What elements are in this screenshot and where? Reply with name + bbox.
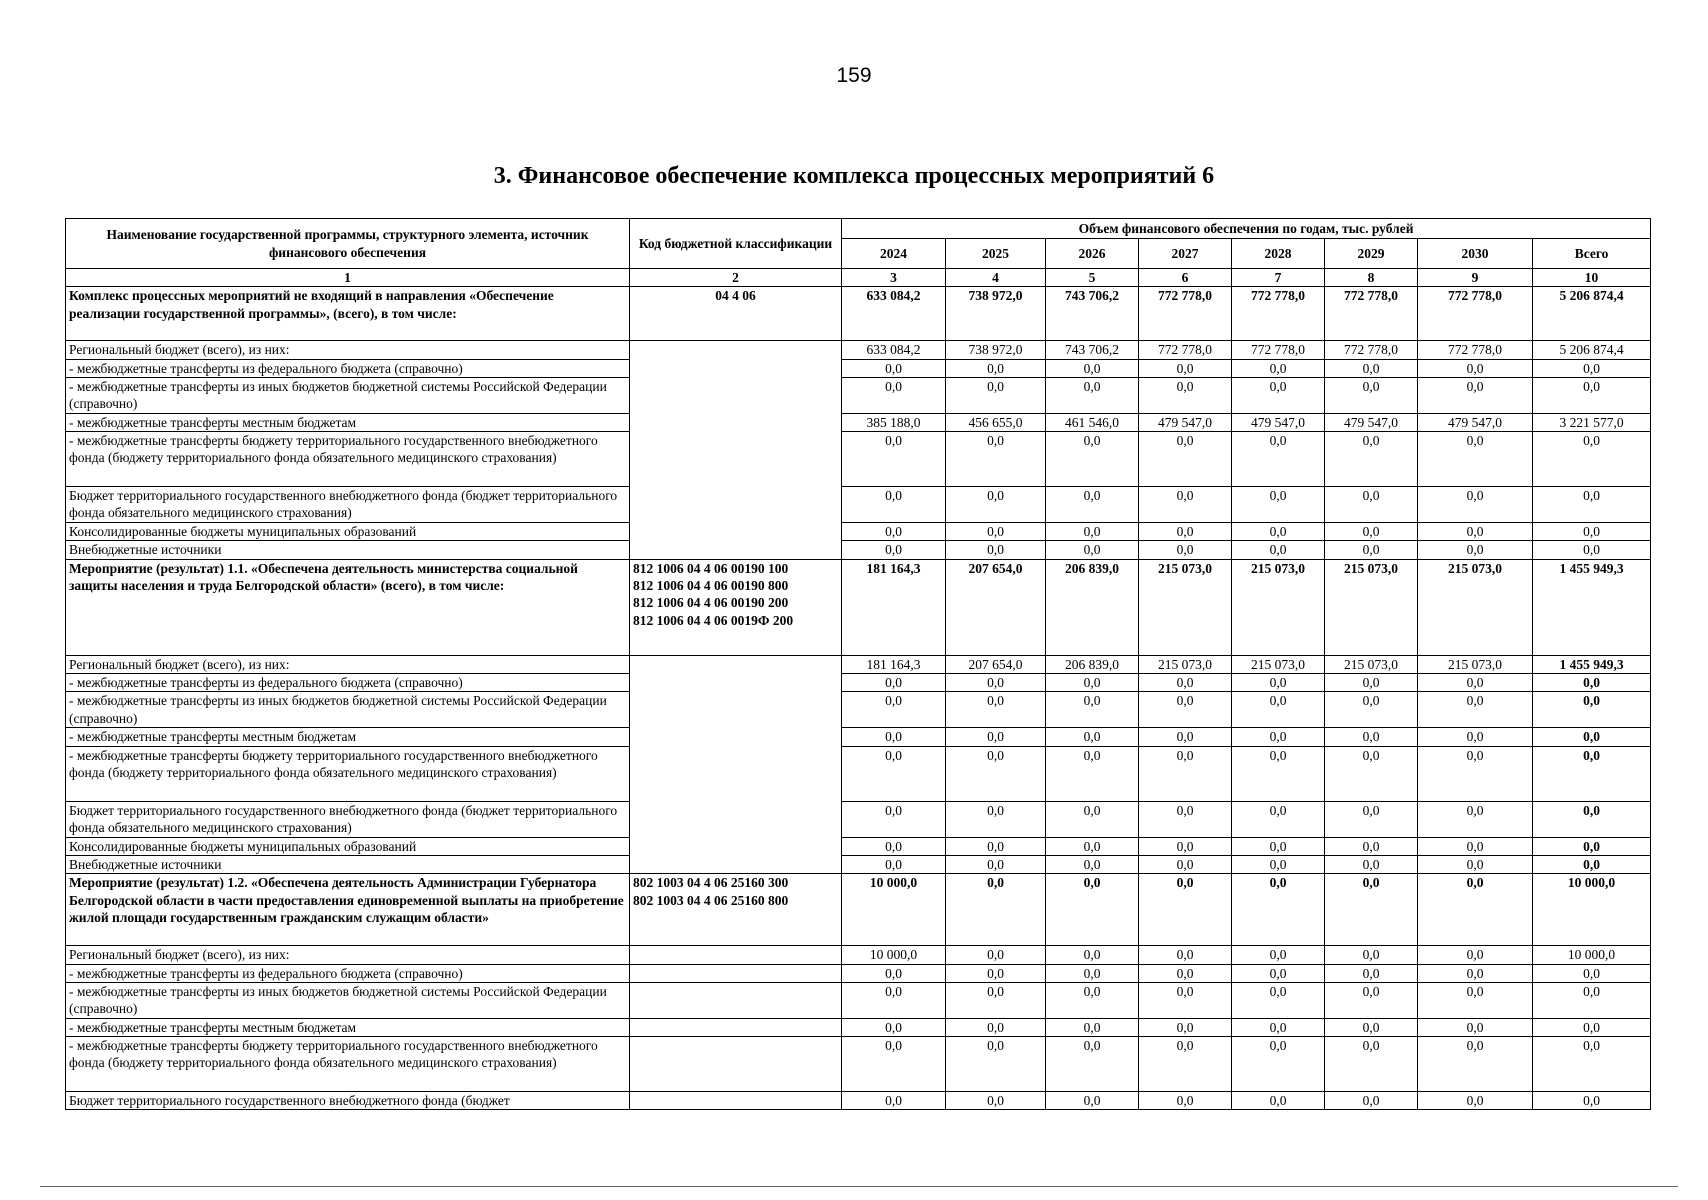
- year-value-cell: 10 000,0: [842, 874, 946, 946]
- table-row: [66, 874, 1651, 946]
- year-value-cell: 0,0: [1232, 523, 1325, 541]
- table-row: [66, 855, 1651, 873]
- row-name-cell: Бюджет территориального государственного внебюджетного фонда (бюджет: [66, 1092, 630, 1110]
- year-value-cell: 0,0: [1325, 837, 1418, 855]
- table-row: [66, 1018, 1651, 1036]
- year-value-cell: 0,0: [842, 487, 946, 523]
- year-value-cell: 0,0: [1325, 1037, 1418, 1092]
- year-value-cell: 0,0: [1325, 746, 1418, 801]
- year-value-cell: 633 084,2: [842, 287, 946, 341]
- total-value-cell: 0,0: [1533, 692, 1651, 728]
- header-year: 2026: [1046, 239, 1139, 269]
- year-value-cell: 207 654,0: [946, 655, 1046, 673]
- year-value-cell: 479 547,0: [1139, 413, 1232, 431]
- year-value-cell: 0,0: [1325, 692, 1418, 728]
- row-name-cell: Внебюджетные источники: [66, 855, 630, 873]
- total-value-cell: 0,0: [1533, 377, 1651, 413]
- total-value-cell: 0,0: [1533, 541, 1651, 559]
- year-value-cell: 0,0: [1139, 964, 1232, 982]
- year-value-cell: 0,0: [946, 855, 1046, 873]
- table-row: [66, 837, 1651, 855]
- year-value-cell: 0,0: [1418, 692, 1533, 728]
- year-value-cell: 0,0: [1418, 541, 1533, 559]
- year-value-cell: 0,0: [1139, 377, 1232, 413]
- row-name-cell: Региональный бюджет (всего), из них:: [66, 655, 630, 673]
- total-value-cell: 5 206 874,4: [1533, 287, 1651, 341]
- year-value-cell: 0,0: [1418, 487, 1533, 523]
- year-value-cell: 0,0: [1046, 541, 1139, 559]
- year-value-cell: 0,0: [1139, 487, 1232, 523]
- year-value-cell: 0,0: [1418, 982, 1533, 1018]
- year-value-cell: 0,0: [946, 523, 1046, 541]
- total-value-cell: 1 455 949,3: [1533, 655, 1651, 673]
- year-value-cell: 0,0: [946, 946, 1046, 964]
- year-value-cell: 0,0: [1046, 377, 1139, 413]
- table-row: [66, 413, 1651, 431]
- budget-code-cell: 812 1006 04 4 06 00190 100 812 1006 04 4 06 00190 800 812 1006 04 4 06 00190 200 812 1006 04 4 06 0019Ф 200: [630, 559, 842, 655]
- year-value-cell: 181 164,3: [842, 559, 946, 655]
- total-value-cell: 5 206 874,4: [1533, 341, 1651, 359]
- year-value-cell: 0,0: [1046, 692, 1139, 728]
- year-value-cell: 0,0: [842, 855, 946, 873]
- year-value-cell: 0,0: [1139, 674, 1232, 692]
- row-name-cell: Региональный бюджет (всего), из них:: [66, 946, 630, 964]
- year-value-cell: 0,0: [1418, 946, 1533, 964]
- year-value-cell: 0,0: [1046, 1018, 1139, 1036]
- total-value-cell: 10 000,0: [1533, 946, 1651, 964]
- year-value-cell: 385 188,0: [842, 413, 946, 431]
- year-value-cell: 0,0: [842, 1037, 946, 1092]
- table-row: [66, 655, 1651, 673]
- total-value-cell: 0,0: [1533, 432, 1651, 487]
- total-value-cell: 0,0: [1533, 746, 1651, 801]
- year-value-cell: 0,0: [1046, 982, 1139, 1018]
- table-row: [66, 1037, 1651, 1092]
- row-name-cell: - межбюджетные трансферты из федерального бюджета (справочно): [66, 964, 630, 982]
- year-value-cell: 0,0: [946, 674, 1046, 692]
- row-name-cell: - межбюджетные трансферты бюджету территориального государственного внебюджетного фонда (бюджету территориального фонда обязательного медицинского страхования): [66, 746, 630, 801]
- year-value-cell: 215 073,0: [1325, 655, 1418, 673]
- budget-code-cell: 802 1003 04 4 06 25160 300 802 1003 04 4 06 25160 800: [630, 874, 842, 946]
- year-value-cell: 0,0: [1046, 674, 1139, 692]
- year-value-cell: 0,0: [1139, 359, 1232, 377]
- table-row: [66, 728, 1651, 746]
- year-value-cell: 0,0: [1232, 1018, 1325, 1036]
- row-name-cell: - межбюджетные трансферты местным бюджетам: [66, 1018, 630, 1036]
- year-value-cell: 0,0: [1418, 746, 1533, 801]
- year-value-cell: 206 839,0: [1046, 559, 1139, 655]
- header-year: 2024: [842, 239, 946, 269]
- year-value-cell: 0,0: [1139, 728, 1232, 746]
- year-value-cell: 0,0: [842, 541, 946, 559]
- column-number: 2: [630, 269, 842, 287]
- year-value-cell: 0,0: [1418, 1037, 1533, 1092]
- year-value-cell: 0,0: [1325, 487, 1418, 523]
- table-row: [66, 801, 1651, 837]
- document-title: 3. Финансовое обеспечение комплекса процессных мероприятий 6: [493, 163, 1215, 189]
- year-value-cell: 0,0: [946, 982, 1046, 1018]
- table-row: [66, 559, 1651, 655]
- year-value-cell: 0,0: [946, 432, 1046, 487]
- year-value-cell: 0,0: [1046, 801, 1139, 837]
- year-value-cell: 461 546,0: [1046, 413, 1139, 431]
- year-value-cell: 0,0: [946, 359, 1046, 377]
- year-value-cell: 0,0: [1325, 674, 1418, 692]
- row-name-cell: - межбюджетные трансферты из федерального бюджета (справочно): [66, 359, 630, 377]
- year-value-cell: 743 706,2: [1046, 341, 1139, 359]
- row-name-cell: Региональный бюджет (всего), из них:: [66, 341, 630, 359]
- year-value-cell: 0,0: [1232, 359, 1325, 377]
- year-value-cell: 0,0: [946, 1092, 1046, 1110]
- year-value-cell: 0,0: [1418, 523, 1533, 541]
- budget-code-cell: [630, 946, 842, 964]
- year-value-cell: 0,0: [842, 692, 946, 728]
- row-name-cell: - межбюджетные трансферты из иных бюджетов бюджетной системы Российской Федерации (справочно): [66, 377, 630, 413]
- year-value-cell: 0,0: [842, 377, 946, 413]
- year-value-cell: 0,0: [1139, 541, 1232, 559]
- table-row: [66, 287, 1651, 341]
- header-year: 2028: [1232, 239, 1325, 269]
- year-value-cell: 0,0: [1418, 432, 1533, 487]
- total-value-cell: 0,0: [1533, 964, 1651, 982]
- year-value-cell: 215 073,0: [1232, 559, 1325, 655]
- total-value-cell: 0,0: [1533, 801, 1651, 837]
- year-value-cell: 0,0: [1418, 855, 1533, 873]
- column-numbers-row: [66, 269, 1651, 287]
- year-value-cell: 0,0: [842, 837, 946, 855]
- total-value-cell: 0,0: [1533, 1037, 1651, 1092]
- year-value-cell: 0,0: [1325, 982, 1418, 1018]
- year-value-cell: 0,0: [946, 1018, 1046, 1036]
- year-value-cell: 0,0: [1418, 359, 1533, 377]
- year-value-cell: 0,0: [1418, 801, 1533, 837]
- year-value-cell: 479 547,0: [1418, 413, 1533, 431]
- total-value-cell: 0,0: [1533, 674, 1651, 692]
- year-value-cell: 0,0: [1232, 1037, 1325, 1092]
- year-value-cell: 743 706,2: [1046, 287, 1139, 341]
- table-row: [66, 674, 1651, 692]
- total-value-cell: 0,0: [1533, 982, 1651, 1018]
- year-value-cell: 0,0: [842, 432, 946, 487]
- table-row: [66, 746, 1651, 801]
- year-value-cell: 772 778,0: [1325, 341, 1418, 359]
- year-value-cell: 0,0: [1046, 487, 1139, 523]
- year-value-cell: 0,0: [1232, 855, 1325, 873]
- budget-code-cell: 04 4 06: [630, 287, 842, 341]
- year-value-cell: 0,0: [1418, 837, 1533, 855]
- table-row: [66, 523, 1651, 541]
- column-number: 9: [1418, 269, 1533, 287]
- year-value-cell: 0,0: [842, 1018, 946, 1036]
- column-number: 5: [1046, 269, 1139, 287]
- year-value-cell: 215 073,0: [1232, 655, 1325, 673]
- year-value-cell: 215 073,0: [1325, 559, 1418, 655]
- financing-table: [65, 218, 1651, 1110]
- table-row: [66, 432, 1651, 487]
- year-value-cell: 215 073,0: [1418, 655, 1533, 673]
- table-row: [66, 487, 1651, 523]
- table-row: [66, 692, 1651, 728]
- year-value-cell: 0,0: [1232, 801, 1325, 837]
- year-value-cell: 0,0: [1046, 946, 1139, 964]
- year-value-cell: 0,0: [842, 523, 946, 541]
- year-value-cell: 0,0: [842, 674, 946, 692]
- year-value-cell: 0,0: [1139, 874, 1232, 946]
- year-value-cell: 215 073,0: [1139, 559, 1232, 655]
- row-name-cell: - межбюджетные трансферты бюджету территориального государственного внебюджетного фонда (бюджету территориального фонда обязательного медицинского страхования): [66, 432, 630, 487]
- year-value-cell: 0,0: [1325, 523, 1418, 541]
- year-value-cell: 0,0: [1139, 432, 1232, 487]
- year-value-cell: 0,0: [1325, 1018, 1418, 1036]
- year-value-cell: 0,0: [946, 728, 1046, 746]
- year-value-cell: 215 073,0: [1139, 655, 1232, 673]
- year-value-cell: 0,0: [946, 487, 1046, 523]
- total-value-cell: 0,0: [1533, 728, 1651, 746]
- year-value-cell: 0,0: [1232, 692, 1325, 728]
- total-value-cell: 0,0: [1533, 855, 1651, 873]
- year-value-cell: 0,0: [1418, 377, 1533, 413]
- row-name-cell: - межбюджетные трансферты бюджету территориального государственного внебюджетного фонда (бюджету территориального фонда обязательного медицинского страхования): [66, 1037, 630, 1092]
- year-value-cell: 0,0: [842, 964, 946, 982]
- year-value-cell: 0,0: [1046, 837, 1139, 855]
- table-row: [66, 359, 1651, 377]
- year-value-cell: 0,0: [1325, 541, 1418, 559]
- row-name-cell: Комплекс процессных мероприятий не входящий в направления «Обеспечение реализации государственной программы», (всего), в том числе:: [66, 287, 630, 341]
- year-value-cell: 0,0: [842, 801, 946, 837]
- year-value-cell: 0,0: [1046, 1037, 1139, 1092]
- year-value-cell: 0,0: [1232, 487, 1325, 523]
- total-value-cell: 10 000,0: [1533, 874, 1651, 946]
- year-value-cell: 0,0: [1139, 982, 1232, 1018]
- year-value-cell: 0,0: [1139, 746, 1232, 801]
- page-bottom-rule: [40, 1186, 1678, 1187]
- year-value-cell: 0,0: [946, 964, 1046, 982]
- year-value-cell: 0,0: [1232, 837, 1325, 855]
- row-name-cell: Бюджет территориального государственного внебюджетного фонда (бюджет территориального фонда обязательного медицинского страхования): [66, 487, 630, 523]
- total-value-cell: 0,0: [1533, 837, 1651, 855]
- row-name-cell: Бюджет территориального государственного внебюджетного фонда (бюджет территориального фонда обязательного медицинского страхования): [66, 801, 630, 837]
- row-name-cell: - межбюджетные трансферты местным бюджетам: [66, 413, 630, 431]
- year-value-cell: 0,0: [1232, 746, 1325, 801]
- year-value-cell: 0,0: [842, 359, 946, 377]
- year-value-cell: 207 654,0: [946, 559, 1046, 655]
- year-value-cell: 479 547,0: [1325, 413, 1418, 431]
- year-value-cell: 0,0: [1046, 964, 1139, 982]
- year-value-cell: 0,0: [1325, 874, 1418, 946]
- year-value-cell: 0,0: [946, 692, 1046, 728]
- year-value-cell: 0,0: [1139, 1037, 1232, 1092]
- header-code: Код бюджетной классификации: [630, 219, 842, 269]
- budget-code-cell: [630, 655, 842, 873]
- table-body: [66, 287, 1651, 1110]
- row-name-cell: Внебюджетные источники: [66, 541, 630, 559]
- year-value-cell: 633 084,2: [842, 341, 946, 359]
- column-number: 10: [1533, 269, 1651, 287]
- total-value-cell: 0,0: [1533, 1018, 1651, 1036]
- year-value-cell: 0,0: [1232, 964, 1325, 982]
- year-value-cell: 0,0: [1232, 982, 1325, 1018]
- budget-code-cell: [630, 1037, 842, 1092]
- year-value-cell: 0,0: [842, 728, 946, 746]
- year-value-cell: 0,0: [1232, 541, 1325, 559]
- year-value-cell: 0,0: [946, 746, 1046, 801]
- year-value-cell: 0,0: [842, 746, 946, 801]
- year-value-cell: 0,0: [1325, 432, 1418, 487]
- year-value-cell: 772 778,0: [1232, 341, 1325, 359]
- table-row: [66, 946, 1651, 964]
- year-value-cell: 0,0: [1232, 1092, 1325, 1110]
- year-value-cell: 0,0: [1232, 674, 1325, 692]
- year-value-cell: 0,0: [1325, 1092, 1418, 1110]
- column-number: 7: [1232, 269, 1325, 287]
- year-value-cell: 0,0: [1418, 964, 1533, 982]
- year-value-cell: 738 972,0: [946, 341, 1046, 359]
- year-value-cell: 0,0: [1139, 855, 1232, 873]
- header-total: Всего: [1533, 239, 1651, 269]
- table-row: [66, 964, 1651, 982]
- column-number: 8: [1325, 269, 1418, 287]
- column-number: 4: [946, 269, 1046, 287]
- header-year: 2030: [1418, 239, 1533, 269]
- year-value-cell: 10 000,0: [842, 946, 946, 964]
- column-number: 1: [66, 269, 630, 287]
- year-value-cell: 0,0: [842, 1092, 946, 1110]
- year-value-cell: 0,0: [1232, 874, 1325, 946]
- year-value-cell: 0,0: [1139, 1018, 1232, 1036]
- year-value-cell: 0,0: [1325, 359, 1418, 377]
- year-value-cell: 0,0: [946, 541, 1046, 559]
- year-value-cell: 0,0: [1325, 377, 1418, 413]
- year-value-cell: 0,0: [1139, 692, 1232, 728]
- financing-table-container: [65, 218, 1650, 1110]
- header-year: 2025: [946, 239, 1046, 269]
- year-value-cell: 0,0: [946, 801, 1046, 837]
- year-value-cell: 0,0: [1046, 359, 1139, 377]
- year-value-cell: 0,0: [1046, 523, 1139, 541]
- budget-code-cell: [630, 982, 842, 1018]
- total-value-cell: 0,0: [1533, 359, 1651, 377]
- year-value-cell: 0,0: [1046, 874, 1139, 946]
- year-value-cell: 772 778,0: [1139, 341, 1232, 359]
- budget-code-cell: [630, 1092, 842, 1110]
- total-value-cell: 0,0: [1533, 523, 1651, 541]
- total-value-cell: 0,0: [1533, 1092, 1651, 1110]
- year-value-cell: 772 778,0: [1139, 287, 1232, 341]
- year-value-cell: 738 972,0: [946, 287, 1046, 341]
- year-value-cell: 479 547,0: [1232, 413, 1325, 431]
- row-name-cell: - межбюджетные трансферты из федерального бюджета (справочно): [66, 674, 630, 692]
- year-value-cell: 0,0: [1418, 674, 1533, 692]
- row-name-cell: - межбюджетные трансферты местным бюджетам: [66, 728, 630, 746]
- year-value-cell: 0,0: [1232, 946, 1325, 964]
- year-value-cell: 215 073,0: [1418, 559, 1533, 655]
- year-value-cell: 0,0: [1046, 728, 1139, 746]
- budget-code-cell: [630, 964, 842, 982]
- year-value-cell: 0,0: [1139, 801, 1232, 837]
- total-value-cell: 0,0: [1533, 487, 1651, 523]
- header-year: 2027: [1139, 239, 1232, 269]
- year-value-cell: 0,0: [1418, 874, 1533, 946]
- year-value-cell: 206 839,0: [1046, 655, 1139, 673]
- header-year: 2029: [1325, 239, 1418, 269]
- year-value-cell: 0,0: [1325, 728, 1418, 746]
- year-value-cell: 181 164,3: [842, 655, 946, 673]
- year-value-cell: 0,0: [1139, 1092, 1232, 1110]
- year-value-cell: 0,0: [1046, 855, 1139, 873]
- table-row: [66, 341, 1651, 359]
- year-value-cell: 0,0: [1139, 523, 1232, 541]
- year-value-cell: 0,0: [1418, 1092, 1533, 1110]
- year-value-cell: 0,0: [946, 837, 1046, 855]
- row-name-cell: Мероприятие (результат) 1.2. «Обеспечена деятельность Администрации Губернатора Белгородской области в части предоставления единовременной выплаты на приобретение жилой площади государственным гражданским служащим области»: [66, 874, 630, 946]
- year-value-cell: 0,0: [1418, 728, 1533, 746]
- year-value-cell: 0,0: [1139, 946, 1232, 964]
- year-value-cell: 772 778,0: [1418, 341, 1533, 359]
- budget-code-cell: [630, 1018, 842, 1036]
- year-value-cell: 0,0: [1325, 964, 1418, 982]
- column-number: 6: [1139, 269, 1232, 287]
- year-value-cell: 0,0: [842, 982, 946, 1018]
- header-name: Наименование государственной программы, структурного элемента, источник финансового обеспечения: [66, 219, 630, 269]
- year-value-cell: 0,0: [1325, 801, 1418, 837]
- table-row: [66, 982, 1651, 1018]
- year-value-cell: 0,0: [1232, 377, 1325, 413]
- table-row: [66, 1092, 1651, 1110]
- total-value-cell: 1 455 949,3: [1533, 559, 1651, 655]
- total-value-cell: 3 221 577,0: [1533, 413, 1651, 431]
- page-number: 159: [836, 64, 872, 87]
- table-row: [66, 377, 1651, 413]
- year-value-cell: 0,0: [1418, 1018, 1533, 1036]
- header-volume: Объем финансового обеспечения по годам, тыс. рублей: [842, 219, 1651, 239]
- year-value-cell: 0,0: [1046, 746, 1139, 801]
- year-value-cell: 0,0: [1139, 837, 1232, 855]
- year-value-cell: 772 778,0: [1418, 287, 1533, 341]
- row-name-cell: - межбюджетные трансферты из иных бюджетов бюджетной системы Российской Федерации (справочно): [66, 982, 630, 1018]
- row-name-cell: Консолидированные бюджеты муниципальных образований: [66, 523, 630, 541]
- year-value-cell: 0,0: [946, 874, 1046, 946]
- year-value-cell: 0,0: [1046, 1092, 1139, 1110]
- row-name-cell: Консолидированные бюджеты муниципальных образований: [66, 837, 630, 855]
- year-value-cell: 772 778,0: [1232, 287, 1325, 341]
- year-value-cell: 456 655,0: [946, 413, 1046, 431]
- year-value-cell: 0,0: [1325, 946, 1418, 964]
- column-number: 3: [842, 269, 946, 287]
- budget-code-cell: [630, 341, 842, 559]
- table-row: [66, 541, 1651, 559]
- year-value-cell: 0,0: [946, 1037, 1046, 1092]
- year-value-cell: 0,0: [1232, 432, 1325, 487]
- row-name-cell: Мероприятие (результат) 1.1. «Обеспечена деятельность министерства социальной защиты населения и труда Белгородской области» (всего), в том числе:: [66, 559, 630, 655]
- year-value-cell: 772 778,0: [1325, 287, 1418, 341]
- year-value-cell: 0,0: [946, 377, 1046, 413]
- year-value-cell: 0,0: [1325, 855, 1418, 873]
- year-value-cell: 0,0: [1232, 728, 1325, 746]
- row-name-cell: - межбюджетные трансферты из иных бюджетов бюджетной системы Российской Федерации (справочно): [66, 692, 630, 728]
- year-value-cell: 0,0: [1046, 432, 1139, 487]
